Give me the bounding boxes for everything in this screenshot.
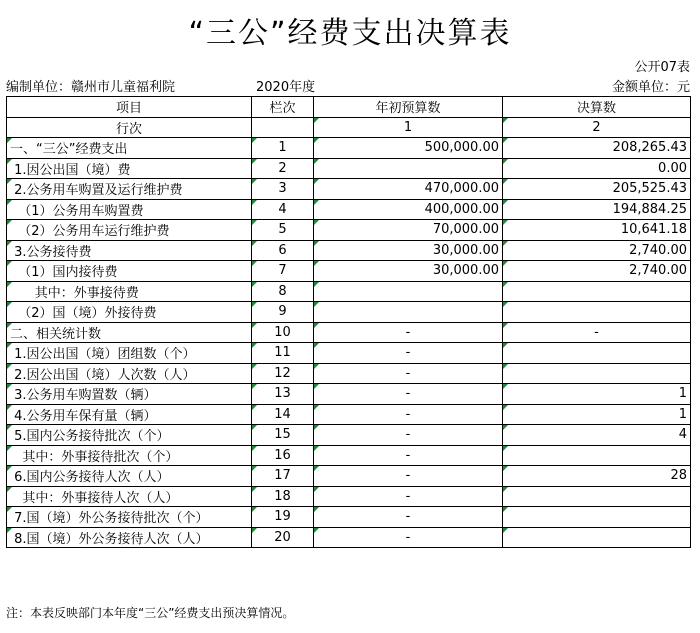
row-final: 4 bbox=[503, 425, 691, 446]
table-row bbox=[7, 507, 691, 528]
row-final bbox=[503, 343, 691, 364]
row-line-no: 5 bbox=[252, 220, 314, 241]
table-row bbox=[7, 220, 691, 241]
row-final bbox=[503, 527, 691, 548]
row-item: 其中：外事接待批次（个） bbox=[7, 445, 252, 466]
row-line-no: 16 bbox=[252, 445, 314, 466]
row-line-no: 6 bbox=[252, 240, 314, 261]
row-final bbox=[503, 445, 691, 466]
row-final: 0.00 bbox=[503, 158, 691, 179]
row-final bbox=[503, 486, 691, 507]
row-item: 其中：外事接待人次（人） bbox=[7, 486, 252, 507]
header-final: 决算数 bbox=[503, 97, 691, 118]
row-line-no: 12 bbox=[252, 363, 314, 384]
row-line-no: 20 bbox=[252, 527, 314, 548]
row-line-no: 17 bbox=[252, 466, 314, 487]
row-line-no: 18 bbox=[252, 486, 314, 507]
row-final: - bbox=[503, 322, 691, 343]
row-line-no: 10 bbox=[252, 322, 314, 343]
row-budget: 70,000.00 bbox=[314, 220, 503, 241]
row-item: 7.国（境）外公务接待批次（个） bbox=[7, 507, 252, 528]
row-final bbox=[503, 281, 691, 302]
row-line-no: 14 bbox=[252, 404, 314, 425]
row-budget: - bbox=[314, 466, 503, 487]
header-budget: 年初预算数 bbox=[314, 97, 503, 118]
row-budget: - bbox=[314, 527, 503, 548]
table-row bbox=[7, 343, 691, 364]
row-budget: - bbox=[314, 322, 503, 343]
row-budget: - bbox=[314, 507, 503, 528]
header-row bbox=[7, 97, 691, 118]
row-final: 10,641.18 bbox=[503, 220, 691, 241]
footnote: 注：本表反映部门本年度“三公”经费支出预决算情况。 bbox=[6, 606, 295, 620]
compiling-unit: 编制单位：赣州市儿童福利院 bbox=[6, 80, 176, 95]
row-line-no: 7 bbox=[252, 261, 314, 282]
table-row bbox=[7, 261, 691, 282]
row-line-no: 3 bbox=[252, 179, 314, 200]
row-budget: - bbox=[314, 363, 503, 384]
row-line-no: 13 bbox=[252, 384, 314, 405]
table-row bbox=[7, 425, 691, 446]
row-budget: 500,000.00 bbox=[314, 138, 503, 159]
row-item: 5.国内公务接待批次（个） bbox=[7, 425, 252, 446]
table-row bbox=[7, 158, 691, 179]
row-final: 2,740.00 bbox=[503, 261, 691, 282]
row-budget: - bbox=[314, 404, 503, 425]
row-line-no: 9 bbox=[252, 302, 314, 323]
table-row bbox=[7, 404, 691, 425]
row-item: 2.公务用车购置及运行维护费 bbox=[7, 179, 252, 200]
row-final: 194,884.25 bbox=[503, 199, 691, 220]
table-row bbox=[7, 199, 691, 220]
meta-row bbox=[6, 76, 690, 94]
table-row bbox=[7, 179, 691, 200]
row-final: 208,265.43 bbox=[503, 138, 691, 159]
row-item: 6.国内公务接待人次（人） bbox=[7, 466, 252, 487]
row-index-label: 行次 bbox=[7, 117, 252, 138]
row-index-budget: 1 bbox=[314, 117, 503, 138]
table-row bbox=[7, 322, 691, 343]
row-item: 一、“三公”经费支出 bbox=[7, 138, 252, 159]
table-row bbox=[7, 445, 691, 466]
amount-unit: 金额单位：元 bbox=[611, 80, 690, 95]
table-row bbox=[7, 281, 691, 302]
row-item: （1）国内接待费 bbox=[7, 261, 252, 282]
row-line-no: 19 bbox=[252, 507, 314, 528]
row-final: 2,740.00 bbox=[503, 240, 691, 261]
row-item: 1.因公出国（境）费 bbox=[7, 158, 252, 179]
row-item: （2）公务用车运行维护费 bbox=[7, 220, 252, 241]
form-number: 公开07表 bbox=[634, 60, 690, 75]
table-row bbox=[7, 138, 691, 159]
row-line-no: 1 bbox=[252, 138, 314, 159]
row-item: 3.公务接待费 bbox=[7, 240, 252, 261]
table-row bbox=[7, 240, 691, 261]
row-item: 3.公务用车购置数（辆） bbox=[7, 384, 252, 405]
row-line-no: 11 bbox=[252, 343, 314, 364]
row-line-no: 4 bbox=[252, 199, 314, 220]
table-row bbox=[7, 466, 691, 487]
table-row bbox=[7, 302, 691, 323]
row-index-final: 2 bbox=[503, 117, 691, 138]
row-item: 二、相关统计数 bbox=[7, 322, 252, 343]
row-item: （1）公务用车购置费 bbox=[7, 199, 252, 220]
row-item: 1.因公出国（境）团组数（个） bbox=[7, 343, 252, 364]
row-final: 205,525.43 bbox=[503, 179, 691, 200]
row-budget: 470,000.00 bbox=[314, 179, 503, 200]
table-row bbox=[7, 486, 691, 507]
row-final bbox=[503, 363, 691, 384]
row-line-no: 2 bbox=[252, 158, 314, 179]
row-line-no: 8 bbox=[252, 281, 314, 302]
row-budget: 30,000.00 bbox=[314, 240, 503, 261]
row-final: 1 bbox=[503, 384, 691, 405]
table-row bbox=[7, 363, 691, 384]
row-budget: - bbox=[314, 486, 503, 507]
row-final bbox=[503, 302, 691, 323]
table-row bbox=[7, 527, 691, 548]
row-final: 28 bbox=[503, 466, 691, 487]
expense-table bbox=[6, 96, 691, 548]
row-budget: 400,000.00 bbox=[314, 199, 503, 220]
row-budget bbox=[314, 281, 503, 302]
row-line-no: 15 bbox=[252, 425, 314, 446]
row-final bbox=[503, 507, 691, 528]
row-budget: - bbox=[314, 445, 503, 466]
header-line: 栏次 bbox=[252, 97, 314, 118]
row-item: 其中：外事接待费 bbox=[7, 281, 252, 302]
row-final: 1 bbox=[503, 404, 691, 425]
table-row bbox=[7, 384, 691, 405]
row-budget: - bbox=[314, 343, 503, 364]
row-item: （2）国（境）外接待费 bbox=[7, 302, 252, 323]
row-item: 2.因公出国（境）人次数（人） bbox=[7, 363, 252, 384]
row-budget bbox=[314, 302, 503, 323]
row-index-row bbox=[7, 117, 691, 138]
page-title: “三公”经费支出决算表 bbox=[188, 16, 512, 51]
row-item: 4.公务用车保有量（辆） bbox=[7, 404, 252, 425]
row-budget: 30,000.00 bbox=[314, 261, 503, 282]
row-item: 8.国（境）外公务接待人次（人） bbox=[7, 527, 252, 548]
row-budget: - bbox=[314, 425, 503, 446]
row-budget bbox=[314, 158, 503, 179]
fiscal-year: 2020年度 bbox=[256, 80, 316, 95]
row-index-empty bbox=[252, 117, 314, 138]
row-budget: - bbox=[314, 384, 503, 405]
header-item: 项目 bbox=[7, 97, 252, 118]
